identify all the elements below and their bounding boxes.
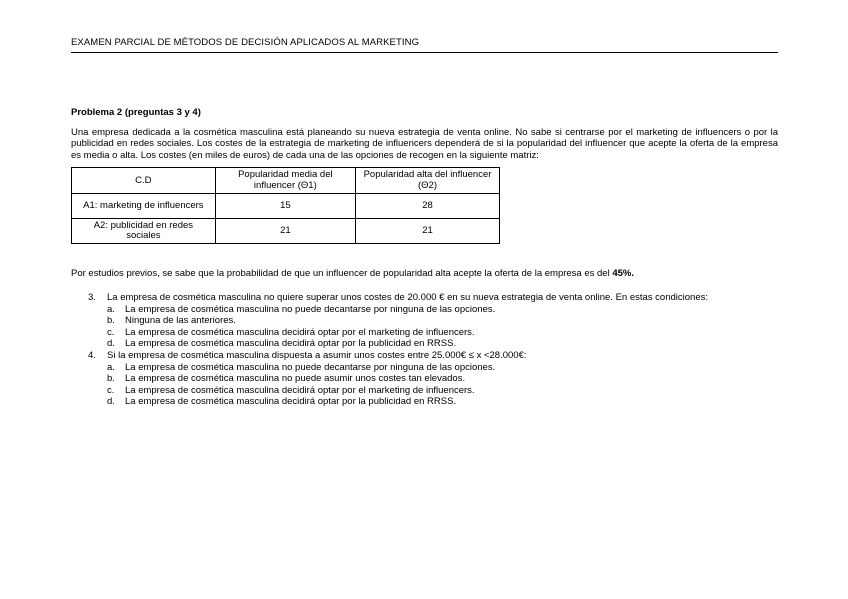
question-list <box>71 292 778 408</box>
page-header: EXAMEN PARCIAL DE MÉTODOS DE DECISIÓN APLICADOS AL MARKETING <box>71 37 420 48</box>
matrix-cell: 28 <box>355 194 499 219</box>
option-text: La empresa de cosmética masculina decidirá optar por el marketing de influencers. <box>125 384 475 396</box>
option-text: La empresa de cosmética masculina no puede asumir unos costes tan elevados. <box>125 373 466 385</box>
matrix-header-theta1: Popularidad media del influencer (Θ1) <box>215 168 355 194</box>
option-text: Ninguna de las anteriores. <box>125 315 236 327</box>
matrix-header-theta2: Popularidad alta del influencer (Θ2) <box>355 168 499 194</box>
option-letter: a. <box>107 303 115 315</box>
option-list <box>107 362 778 408</box>
option-letter: a. <box>107 361 115 373</box>
option-letter: d. <box>107 396 115 408</box>
option-letter: c. <box>107 326 115 338</box>
question-text: La empresa de cosmética masculina no quiere superar unos costes de 20.000 € en su nueva estrategia de venta online. En estas condiciones: <box>107 291 708 303</box>
matrix-cell: 21 <box>355 219 499 244</box>
question-number: 3. <box>88 291 96 303</box>
option-4c <box>107 385 778 397</box>
option-text: La empresa de cosmética masculina decidirá optar por la publicidad en RRSS. <box>125 396 457 408</box>
matrix-row-a2 <box>72 219 500 244</box>
option-3d <box>107 338 778 350</box>
option-letter: b. <box>107 315 115 327</box>
option-list <box>107 304 778 350</box>
question-number: 4. <box>88 349 96 361</box>
option-letter: c. <box>107 384 115 396</box>
probability-statement <box>71 268 778 280</box>
decision-matrix <box>71 167 500 244</box>
option-3b <box>107 315 778 327</box>
matrix-header-cd: C.D <box>72 168 216 194</box>
question-3 <box>71 292 778 350</box>
option-letter: d. <box>107 338 115 350</box>
matrix-cell: 21 <box>215 219 355 244</box>
option-text: La empresa de cosmética masculina no puede decantarse por ninguna de las opciones. <box>125 303 496 315</box>
option-4a <box>107 362 778 374</box>
document-body <box>71 107 778 408</box>
option-text: La empresa de cosmética masculina decidirá optar por la publicidad en RRSS. <box>125 338 457 350</box>
option-text: La empresa de cosmética masculina no puede decantarse por ninguna de las opciones. <box>125 361 496 373</box>
question-text: Si la empresa de cosmética masculina dispuesta a asumir unos costes entre 25.000€ ≤ x <28.000€: <box>107 349 527 361</box>
probability-text: Por estudios previos, se sabe que la probabilidad de que un influencer de popularidad alta acepte la oferta de la empresa es del <box>71 268 613 280</box>
option-4b <box>107 373 778 385</box>
option-4d <box>107 396 778 408</box>
problem-intro: Una empresa dedicada a la cosmética masculina está planeando su nueva estrategia de venta online. No sabe si centrarse por el marketing de influencers o por la publicidad en redes sociales. Los costes de la estrategia de marketing de influencers dependerá de si la popularidad del influencer que acepte la oferta de la empresa es media o alta. Los costes (en miles de euros) de cada una de las opciones de recogen en la siguiente matriz: <box>71 126 778 161</box>
header-divider <box>71 52 778 53</box>
question-4 <box>71 350 778 408</box>
matrix-row-label: A1: marketing de influencers <box>72 194 216 219</box>
option-text: La empresa de cosmética masculina decidirá optar por el marketing de influencers. <box>125 326 475 338</box>
option-3a <box>107 304 778 316</box>
option-3c <box>107 327 778 339</box>
matrix-row-label: A2: publicidad en redes sociales <box>72 219 216 244</box>
option-letter: b. <box>107 373 115 385</box>
probability-value: 45%. <box>612 268 634 280</box>
problem-title: Problema 2 (preguntas 3 y 4) <box>71 107 201 118</box>
matrix-cell: 15 <box>215 194 355 219</box>
matrix-header-row <box>72 168 500 194</box>
matrix-row-a1 <box>72 194 500 219</box>
